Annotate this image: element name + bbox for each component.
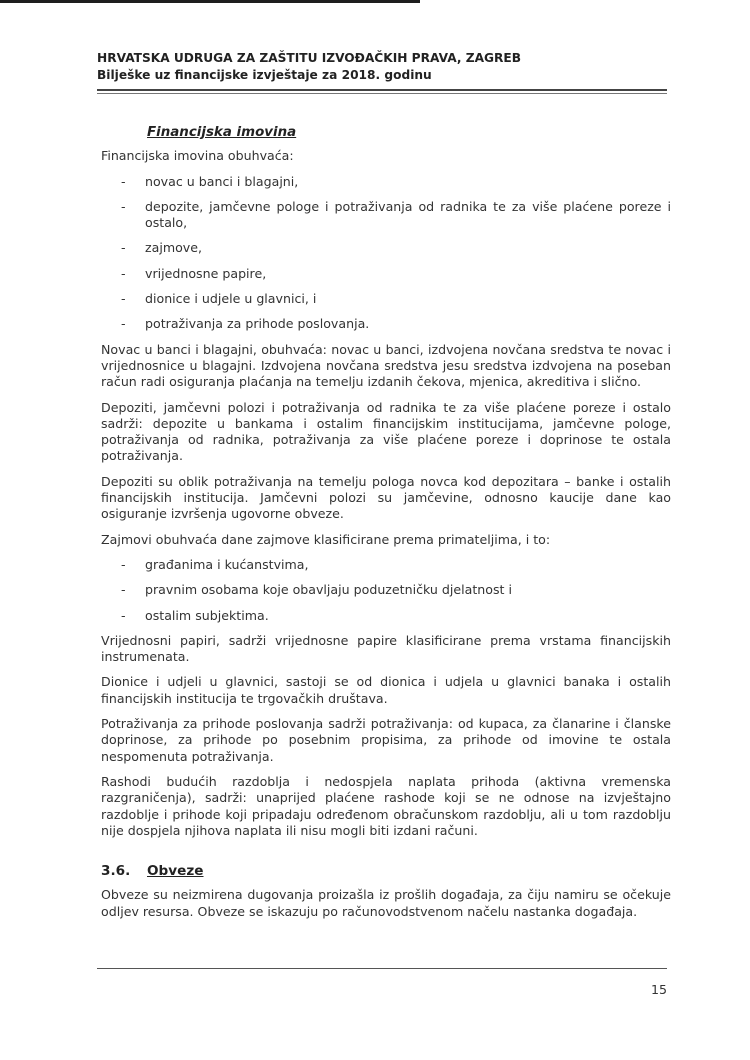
list-item-text: dionice i udjele u glavnici, i	[145, 291, 317, 307]
list-item-text: vrijednosne papire,	[145, 265, 267, 281]
section-heading-text: Obveze	[147, 863, 204, 880]
header-rule-thin	[97, 93, 667, 94]
list-item	[101, 557, 671, 573]
list-item-text: novac u banci i blagajni,	[145, 173, 299, 189]
list-item-text: građanima i kućanstvima,	[145, 556, 309, 572]
list-item	[101, 266, 671, 282]
list-item	[101, 582, 671, 598]
header-rule	[97, 89, 667, 91]
list-item-text: potraživanja za prihode poslovanja.	[145, 316, 370, 332]
paragraph-depoziti-explanation: Depoziti su oblik potraživanja na temelju pologa novca kod depozitara – banke i ostalih financijskih institucija. Jamčevni polozi su jamčevine, odnosno kaucije dane kao osiguranje izvršenja ugovorne obveze.	[101, 473, 671, 522]
list-item	[101, 199, 671, 232]
paragraph-rashodi: Rashodi budućih razdoblja i nedospjela naplata prihoda (aktivna vremenska razgraničenja), sadrži: unaprijed plaćene rashode koji se ne odnose na izvještajno razdoblje i prihode koji pripadaju određenom obračunskom razdoblju, ali u tom razdoblju nije dospjela njihova naplata ili nisu mogli biti izdani računi.	[101, 773, 671, 838]
page-number: 15	[650, 982, 667, 997]
dash-mark: -	[121, 198, 126, 214]
dash-mark: -	[121, 556, 126, 572]
obveze-heading	[101, 863, 671, 879]
paragraph-vrijednosni-papiri: Vrijednosni papiri, sadrži vrijednosne papire klasificirane prema vrstama financijskih instrumenata.	[101, 632, 671, 665]
section-number: 3.6.	[101, 863, 131, 880]
page-header	[97, 50, 667, 94]
list-item-text: zajmove,	[145, 240, 203, 256]
paragraph-obveze: Obveze su neizmirena dugovanja proizašla iz prošlih događaja, za čiju namiru se očekuje odljev resursa. Obveze se iskazuju po računovodstvenom načelu nastanka događaja.	[101, 887, 671, 919]
dash-mark: -	[121, 291, 126, 307]
scan-top-edge	[0, 0, 420, 3]
list-item-text: pravnim osobama koje obavljaju poduzetničku djelatnost i	[145, 582, 512, 598]
assets-list	[101, 174, 671, 333]
list-item-text: ostalim subjektima.	[145, 607, 269, 623]
paragraph-potrazivanja: Potraživanja za prihode poslovanja sadrži potraživanja: od kupaca, za članarine i članske doprinose, za prihode po posebnim propisima, za prihode od imovine te ostala nespomenuta potraživanja.	[101, 716, 671, 764]
dash-mark: -	[121, 316, 126, 332]
section-title: Financijska imovina	[147, 125, 297, 140]
paragraph-novac: Novac u banci i blagajni, obuhvaća: novac u banci, izdvojena novčana sredstva te novac i vrijednosnice u blagajni. Izdvojena novčana sredstva jesu sredstva izdvojena na poseban račun radi osiguranja plaćanja na temelju izdanih čekova, mjenica, akreditiva i slično.	[101, 341, 671, 390]
dash-mark: -	[121, 240, 126, 256]
list-item	[101, 316, 671, 332]
loans-list	[101, 557, 671, 624]
intro-paragraph: Financijska imovina obuhvaća:	[101, 148, 294, 164]
header-organization: HRVATSKA UDRUGA ZA ZAŠTITU IZVOĐAČKIH PRAVA, ZAGREB	[97, 51, 522, 65]
paragraph-zajmovi: Zajmovi obuhvaća dane zajmove klasificirane prema primateljima, i to:	[101, 531, 551, 547]
paragraph-dionice: Dionice i udjeli u glavnici, sastoji se od dionica i udjela u glavnici banaka i ostalih financijskih institucija te trgovačkih društava.	[101, 674, 671, 706]
list-item	[101, 291, 671, 307]
footer-rule	[97, 968, 667, 969]
dash-mark: -	[121, 607, 126, 623]
dash-mark: -	[121, 582, 126, 598]
paragraph-depoziti-definition: Depoziti, jamčevni polozi i potraživanja od radnika te za više plaćene poreze i ostalo sadrži: depozite u bankama i ostalim financijskim institucijama, jamčevne pologe, potraživanja od radnika, potraživanja za više plaćene poreze i doprinose te ostala potraživanja.	[101, 399, 671, 464]
list-item-text: depozite, jamčevne pologe i potraživanja od radnika te za više plaćene poreze i ostalo,	[145, 198, 671, 231]
header-subtitle: Bilješke uz financijske izvještaje za 2018. godinu	[97, 68, 432, 82]
list-item	[101, 240, 671, 256]
page-content	[101, 125, 671, 929]
list-item	[101, 174, 671, 190]
dash-mark: -	[121, 265, 126, 281]
list-item	[101, 608, 671, 624]
dash-mark: -	[121, 173, 126, 189]
